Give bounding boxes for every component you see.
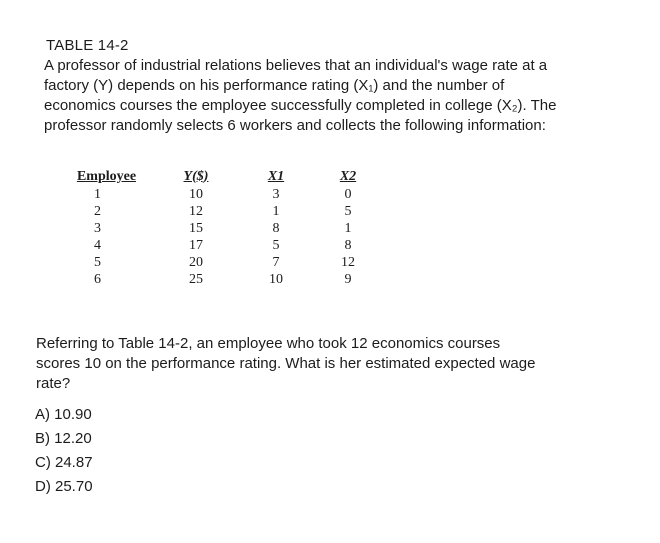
answer-options bbox=[35, 403, 93, 499]
table-row bbox=[60, 220, 383, 237]
cell-x2: 5 bbox=[344, 203, 352, 219]
option-c[interactable]: C) 24.87 bbox=[35, 454, 93, 471]
cell-employee: 6 bbox=[94, 271, 101, 287]
cell-x1: 7 bbox=[272, 254, 280, 270]
option-d[interactable]: D) 25.70 bbox=[35, 478, 93, 495]
table-row bbox=[60, 237, 383, 254]
cell-employee: 1 bbox=[94, 186, 101, 202]
intro-line: economics courses the employee successfully completed in college (X₂). The bbox=[44, 97, 557, 114]
intro-paragraph bbox=[44, 56, 626, 136]
question-line: Referring to Table 14-2, an employee who took 12 economics courses bbox=[36, 335, 501, 352]
option-a[interactable]: A) 10.90 bbox=[35, 406, 92, 423]
cell-y: 25 bbox=[189, 271, 203, 287]
cell-y: 10 bbox=[189, 186, 203, 202]
cell-x2: 1 bbox=[344, 220, 352, 236]
cell-employee: 4 bbox=[94, 237, 101, 253]
question-text bbox=[36, 334, 626, 394]
data-table bbox=[60, 167, 383, 288]
intro-line: factory (Y) depends on his performance rating (X₁) and the number of bbox=[44, 77, 505, 94]
option-b[interactable]: B) 12.20 bbox=[35, 430, 92, 447]
cell-x1: 8 bbox=[272, 220, 280, 236]
question-line: scores 10 on the performance rating. What is her estimated expected wage bbox=[36, 355, 536, 372]
header-x1: X1 bbox=[267, 168, 285, 184]
cell-x1: 3 bbox=[272, 186, 280, 202]
cell-employee: 3 bbox=[94, 220, 101, 236]
table-row bbox=[60, 203, 383, 220]
cell-x1: 1 bbox=[272, 203, 280, 219]
table-label: TABLE 14-2 bbox=[46, 37, 129, 54]
cell-x2: 0 bbox=[344, 186, 352, 202]
cell-employee: 5 bbox=[94, 254, 101, 270]
cell-employee: 2 bbox=[94, 203, 101, 219]
question-line: rate? bbox=[36, 375, 71, 392]
cell-x2: 12 bbox=[341, 254, 355, 270]
cell-y: 15 bbox=[189, 220, 203, 236]
table-row bbox=[60, 186, 383, 203]
intro-line: professor randomly selects 6 workers and collects the following information: bbox=[44, 117, 546, 134]
intro-line: A professor of industrial relations believes that an individual's wage rate at a bbox=[44, 57, 548, 74]
header-x2: X2 bbox=[339, 168, 357, 184]
cell-x1: 5 bbox=[272, 237, 280, 253]
header-employee: Employee bbox=[76, 168, 137, 184]
header-y: Y($) bbox=[183, 168, 209, 184]
table-row bbox=[60, 271, 383, 288]
table-header-row bbox=[60, 167, 383, 186]
cell-x1: 10 bbox=[269, 271, 283, 287]
cell-x2: 8 bbox=[344, 237, 352, 253]
table-row bbox=[60, 254, 383, 271]
cell-y: 17 bbox=[189, 237, 203, 253]
cell-x2: 9 bbox=[344, 271, 352, 287]
cell-y: 20 bbox=[189, 254, 203, 270]
cell-y: 12 bbox=[189, 203, 203, 219]
